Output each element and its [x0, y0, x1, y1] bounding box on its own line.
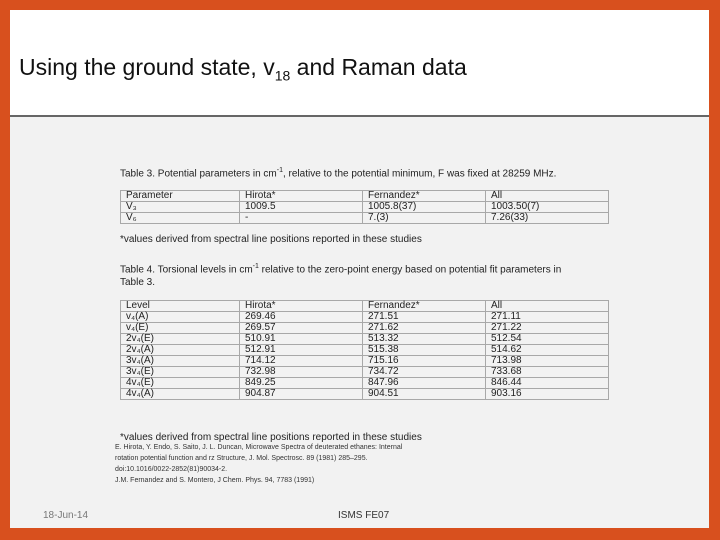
table-cell: 4v₄(E): [121, 378, 240, 389]
table-cell: 732.98: [240, 367, 363, 378]
table-row: [121, 345, 609, 356]
table-cell: V₆: [121, 213, 240, 224]
table-cell: 3v₄(A): [121, 356, 240, 367]
table-row: [121, 312, 609, 323]
reference-line: rotation potential function and rz Structure, J. Mol. Spectrosc. 89 (1981) 285–295.: [115, 455, 368, 462]
table3-header-row: [121, 191, 609, 202]
table4-header-cell: Hirota*: [240, 301, 363, 312]
table3-header-cell: Fernandez*: [363, 191, 486, 202]
reference-line: E. Hirota, Y. Endo, S. Saito, J. L. Duncan, Microwave Spectra of deuterated ethanes: Internal: [115, 444, 403, 451]
table-cell: v₄(A): [121, 312, 240, 323]
table-cell: 904.87: [240, 389, 363, 400]
table-cell: 271.51: [363, 312, 486, 323]
table-cell: 7.(3): [363, 213, 486, 224]
table-cell: V₃: [121, 202, 240, 213]
table-row: [121, 323, 609, 334]
table4-header-cell: Level: [121, 301, 240, 312]
table3-header-cell: Parameter: [121, 191, 240, 202]
table-row: [121, 334, 609, 345]
table-cell: 269.46: [240, 312, 363, 323]
table-cell: 847.96: [363, 378, 486, 389]
table-cell: 269.57: [240, 323, 363, 334]
table-row: [121, 213, 609, 224]
table-cell: 1009.5: [240, 202, 363, 213]
table-cell: 512.54: [486, 334, 609, 345]
table-cell: 715.16: [363, 356, 486, 367]
table-cell: 271.22: [486, 323, 609, 334]
table-row: [121, 367, 609, 378]
table-cell: v₄(E): [121, 323, 240, 334]
table-cell: 3v₄(E): [121, 367, 240, 378]
table-cell: 271.11: [486, 312, 609, 323]
table-cell: 1003.50(7): [486, 202, 609, 213]
table-row: [121, 202, 609, 213]
slide: [10, 10, 709, 528]
table-cell: 4v₄(A): [121, 389, 240, 400]
table4: [120, 300, 609, 400]
table-cell: 510.91: [240, 334, 363, 345]
table4-caption: Table 4. Torsional levels in $cm^{-1}$ relative to the zero-point energy based on potential fit parameters in Table 3.: [120, 263, 562, 289]
table-cell: 734.72: [363, 367, 486, 378]
table3-footnote: *values derived from spectral line positions reported in these studies: [120, 234, 422, 245]
slide-title: Using the ground state, $v_{18}$ and Raman data: [19, 54, 467, 84]
reference-line: doi:10.1016/0022-2852(81)90034-2.: [115, 466, 228, 473]
table-row: [121, 389, 609, 400]
tables-figure: [120, 150, 610, 446]
table-cell: 513.32: [363, 334, 486, 345]
reference-line: J.M. Fernandez and S. Montero, J Chem. Phys. 94, 7783 (1991): [115, 477, 315, 484]
references: [115, 442, 505, 486]
table-cell: 849.25: [240, 378, 363, 389]
table-row: [121, 356, 609, 367]
table3-caption: Table 3. Potential parameters in $cm^{-1}$, relative to the potential minimum, F was fixed at 28259 MHz.: [120, 167, 557, 180]
footer-center-text: ISMS FE07: [338, 510, 390, 521]
table-cell: 2v₄(A): [121, 345, 240, 356]
table-cell: 514.62: [486, 345, 609, 356]
table-cell: 1005.8(37): [363, 202, 486, 213]
table4-footnote: *values derived from spectral line positions reported in these studies: [120, 432, 422, 443]
title-bar: [10, 10, 709, 117]
table-cell: 904.51: [363, 389, 486, 400]
table-cell: 846.44: [486, 378, 609, 389]
table-cell: 512.91: [240, 345, 363, 356]
table4-header-row: [121, 301, 609, 312]
footer-date: 18-Jun-14: [43, 510, 89, 521]
table-cell: -: [240, 213, 363, 224]
table-cell: 903.16: [486, 389, 609, 400]
table-row: [121, 378, 609, 389]
table3: [120, 190, 609, 224]
table3-header-cell: All: [486, 191, 609, 202]
table-cell: 2v₄(E): [121, 334, 240, 345]
table-cell: 515.38: [363, 345, 486, 356]
table4-header-cell: All: [486, 301, 609, 312]
table-cell: 733.68: [486, 367, 609, 378]
table-cell: 714.12: [240, 356, 363, 367]
table-cell: 271.62: [363, 323, 486, 334]
table3-header-cell: Hirota*: [240, 191, 363, 202]
table-cell: 713.98: [486, 356, 609, 367]
table4-header-cell: Fernandez*: [363, 301, 486, 312]
table-cell: 7.26(33): [486, 213, 609, 224]
